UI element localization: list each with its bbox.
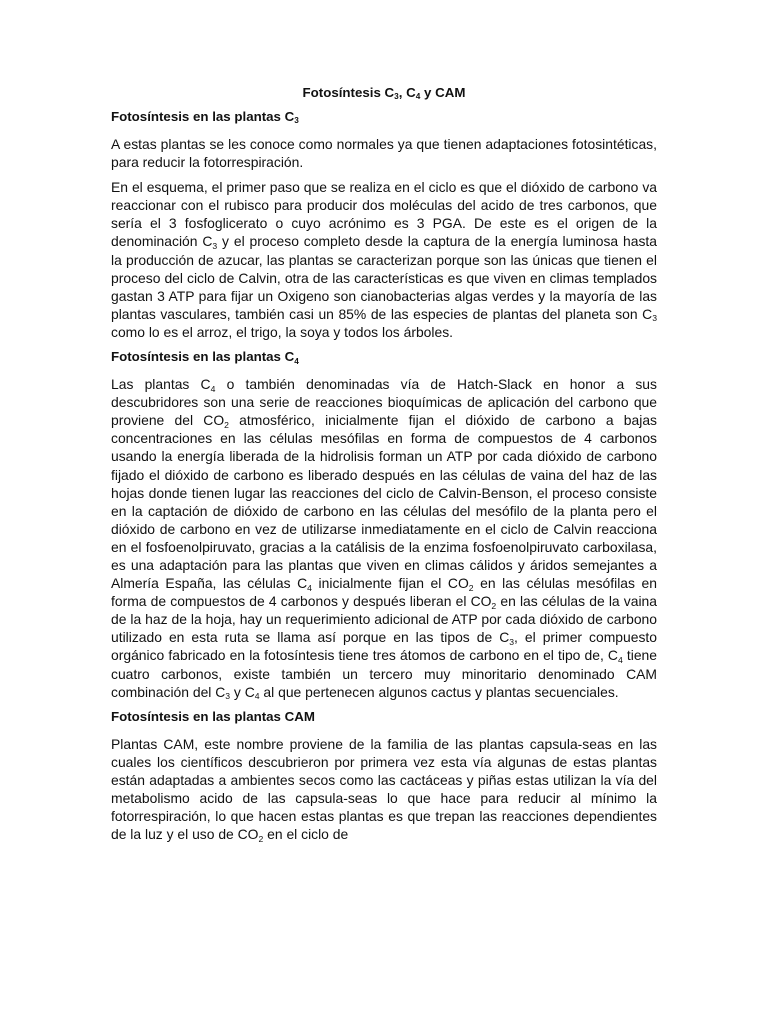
text-run: en el ciclo de	[263, 826, 349, 843]
section-c4	[111, 348, 657, 701]
text-run: Fotosíntesis en las plantas C	[111, 349, 295, 365]
subscript-text: 4	[210, 383, 216, 394]
paragraph	[111, 135, 657, 171]
subscript-text: 4	[254, 691, 260, 702]
subscript-text: 2	[258, 833, 264, 844]
text-run: A estas plantas se les conoce como normales ya que tienen adaptaciones fotosintéticas, para reducir la fotorrespiración.	[111, 136, 657, 171]
subscript-text: 2	[468, 582, 474, 593]
text-run: atmosférico, inicialmente fijan el dióxido de carbono a bajas concentraciones en las células mesófilas en forma de compuestos de 4 carbonos usando la energía liberada de la hidrolisis forman un ATP por cada dióxido de carbono fijado el dióxido de carbono es liberado después en las células de vaina del haz de las hojas donde tienen lugar las reacciones del ciclo de Calvin-Benson, el proceso consiste en la captación de dióxido de carbono en las células del mesófilo de la planta pero el dióxido de carbono en vez de utilizarse inmediatamente en el ciclo de Calvin reacciona en el fosfoenolpiruvato, gracias a la catálisis de la enzima fosfoenolpiruvato carboxilasa, es una adaptación para las plantas que viven en climas cálidos y áridos semejantes a Almería España, las células C	[111, 412, 657, 592]
subscript-text: 3	[225, 691, 231, 702]
text-run: Plantas CAM, este nombre proviene de la familia de las plantas capsula-seas en las cuales los científicos descubrieron por primera vez esta vía algunas de estas plantas están adaptadas a ambientes secos como las cactáceas y piñas estas utilizan la vía del metabolismo acido de las capsula-seas lo que hace para reducir al mínimo la fotorrespiración, lo que hacen estas plantas es que trepan las reacciones dependientes de la luz y el uso de CO	[111, 735, 657, 843]
paragraph	[111, 375, 657, 701]
subscript-text: 4	[415, 92, 421, 102]
paragraph	[111, 735, 657, 844]
section-heading	[111, 708, 657, 726]
subscript-text: 3	[394, 92, 399, 102]
subscript-text: 2	[224, 419, 229, 430]
section-heading	[111, 108, 657, 126]
paragraph	[111, 178, 657, 341]
subscript-text: 3	[652, 313, 657, 324]
text-run: , C	[398, 85, 416, 100]
subscript-text: 3	[212, 241, 218, 252]
text-run: En el esquema, el primer paso que se realiza en el ciclo es que el dióxido de carbono va reaccionar con el rubisco para producir dos moléculas del acido de tres carbonos, que sería el 3 fosfoglicerato o cuyo acrónimo es 3 PGA. De este es el origen de la denominación C	[111, 179, 657, 250]
subscript-text: 2	[491, 600, 497, 611]
text-run: Fotosíntesis en las plantas CAM	[111, 708, 315, 724]
subscript-text: 4	[617, 655, 623, 666]
subscript-text: 4	[307, 582, 312, 593]
text-run: inicialmente fijan el CO	[311, 575, 469, 592]
text-run: al que pertenecen algunos cactus y plantas secuenciales.	[259, 683, 619, 700]
text-run: en las células mesófilas en forma de compuestos de 4 carbonos y después liberan el CO	[111, 575, 657, 610]
text-run: Las plantas C	[111, 376, 211, 393]
subscript-text: 3	[509, 636, 515, 647]
section-c3	[111, 108, 657, 341]
text-run: y CAM	[420, 85, 466, 100]
text-run: en las células de la vaina de la haz de la hoja, hay un requerimiento adicional de ATP por cada dióxido de carbono utilizado en esta ruta se llama así porque en las tipos de C	[111, 593, 657, 646]
subscript-text: 3	[294, 116, 299, 126]
subscript-text: 4	[294, 356, 299, 366]
text-run: como lo es el arroz, el trigo, la soya y todos los árboles.	[111, 323, 454, 340]
text-run: Fotosíntesis C	[302, 85, 395, 100]
text-run: y C	[230, 683, 255, 700]
document-page	[111, 84, 657, 850]
text-run: tiene cuatro carbonos, existe también un tercero muy minoritario denominado CAM combinación del C	[111, 647, 657, 700]
text-run: y el proceso completo desde la captura de la energía luminosa hasta la producción de azucar, las plantas se caracterizan porque son las únicas que tienen el proceso del ciclo de Calvin, otra de las características es que viven en climas templados gastan 3 ATP para fijar un Oxigeno son cianobacterias algas verdes y la mayoría de las plantas vasculares, también casi un 85% de las especies de plantas del planeta son C	[111, 233, 657, 322]
section-cam	[111, 708, 657, 844]
section-heading	[111, 348, 657, 366]
text-run: Fotosíntesis en las plantas C	[111, 109, 295, 124]
text-run: o también denominadas vía de Hatch-Slack en honor a sus descubridores son una serie de reacciones bioquímicas de aplicación del carbono que proviene del CO	[111, 376, 657, 429]
document-title	[111, 84, 657, 102]
text-run: , el primer compuesto orgánico fabricado en la fotosíntesis tiene tres átomos de carbono en el tipo de, C	[111, 629, 657, 664]
